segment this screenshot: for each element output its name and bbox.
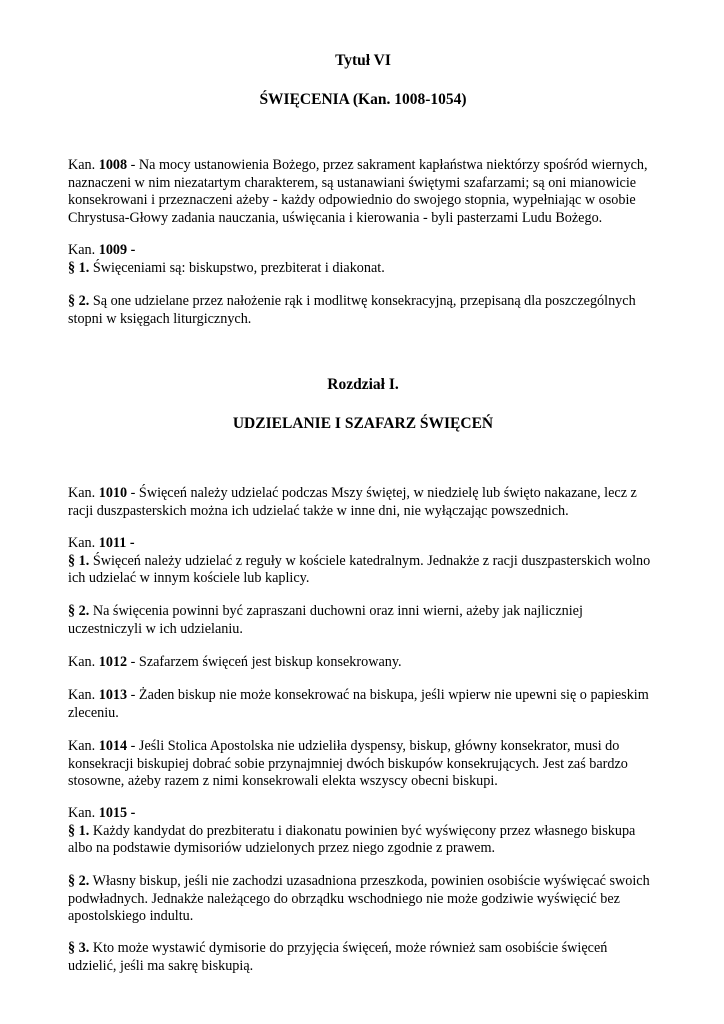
title-subheading: ŚWIĘCENIA (Kan. 1008-1054) xyxy=(259,91,467,108)
paragraph-mark: § 2. xyxy=(68,293,90,309)
paragraph-text: uczestniczyli w ich udzielaniu. xyxy=(68,620,243,637)
paragraph-text: Własny biskup, jeśli nie zachodzi uzasadniona przeszkoda, powinien osobiście wyświęcać swoich xyxy=(89,873,650,889)
paragraph-mark: § 1. xyxy=(68,552,90,569)
canon-prefix: Kan. xyxy=(68,654,99,670)
canon-1009 xyxy=(68,242,668,277)
canon-number: 1010 xyxy=(98,485,128,501)
paragraph-text: udzielić, jeśli ma sakrę biskupią. xyxy=(68,957,254,974)
canon-1013 xyxy=(68,687,668,722)
canon-text: konsekracji biskupiej dobrać sobie przynajmniej dwóch biskupów konsekrujących. Jest zaś bardzo xyxy=(68,755,628,772)
paragraph-text: Na święcenia powinni być zapraszani duchowni oraz inni wierni, ażeby jak najliczniej xyxy=(89,603,583,619)
canon-text: zleceniu. xyxy=(68,704,119,721)
canon-text: konsekrowani i przeznaczeni ażeby - każdy odpowiednio do swojego stopnia, wypełniając w osobie xyxy=(68,192,636,209)
canon-1015-par-3 xyxy=(68,940,668,975)
canon-number: 1009 - xyxy=(98,242,136,258)
canon-1014 xyxy=(68,738,668,791)
paragraph-text: apostolskiego indultu. xyxy=(68,908,194,925)
canon-prefix: Kan. xyxy=(68,157,99,173)
canon-prefix: Kan. xyxy=(68,687,99,703)
paragraph-mark: § 1. xyxy=(68,822,90,839)
canon-1009-par-2 xyxy=(68,293,668,328)
canon-prefix: Kan. xyxy=(68,485,99,501)
paragraph-text: ich udzielać w innym kościele lub kaplicy. xyxy=(68,570,310,587)
paragraph-text: Święceń należy udzielać z reguły w kościele katedralnym. Jednakże z racji duszpasterskich wolno xyxy=(89,552,651,569)
canon-1011 xyxy=(68,535,668,588)
paragraph-text: Każdy kandydat do prezbiteratu i diakonatu powinien być wyświęcony przez własnego biskupa xyxy=(89,822,636,839)
canon-number: 1012 xyxy=(98,654,128,670)
canon-1008 xyxy=(68,157,668,227)
canon-1011-par-2 xyxy=(68,603,668,638)
canon-prefix: Kan. xyxy=(68,738,99,754)
paragraph-mark: § 1. xyxy=(68,259,90,276)
title-heading: Tytuł VI xyxy=(335,52,391,69)
canon-text: stosowne, ażeby razem z nimi konsekrowali elekta wszyscy obecni biskupi. xyxy=(68,773,498,790)
canon-number: 1011 - xyxy=(98,535,135,551)
canon-text: - Święceń należy udzielać podczas Mszy świętej, w niedzielę lub święto nakazane, lecz z xyxy=(127,485,637,501)
chapter-heading: Rozdział I. xyxy=(327,376,399,393)
canon-number: 1008 xyxy=(98,157,128,173)
canon-prefix: Kan. xyxy=(68,535,99,551)
canon-text: naznaczeni w nim niezatartym charakterem, są ustanawiani świętymi szafarzami; są oni mianowicie xyxy=(68,174,637,191)
canon-text: - Żaden biskup nie może konsekrować na biskupa, jeśli wpierw nie upewni się o papieskim xyxy=(127,687,649,703)
paragraph-mark: § 3. xyxy=(68,940,90,956)
paragraph-text: stopni w księgach liturgicznych. xyxy=(68,310,252,327)
canon-text: - Jeśli Stolica Apostolska nie udzieliła dyspensy, biskup, główny konsekrator, musi do xyxy=(127,738,620,754)
canon-text: - Na mocy ustanowienia Bożego, przez sakrament kapłaństwa niektórzy spośród wiernych, xyxy=(127,157,648,173)
chapter-subheading: UDZIELANIE I SZAFARZ ŚWIĘCEŃ xyxy=(232,415,494,432)
canon-1015-par-2 xyxy=(68,873,668,926)
canon-1015 xyxy=(68,805,668,858)
canon-1012 xyxy=(68,654,668,672)
canon-number: 1014 xyxy=(98,738,128,754)
paragraph-text: podwładnych. Jednakże należącego do obrządku wschodniego nie może godziwie wyświęcić bez xyxy=(68,890,620,907)
canon-text: Chrystusa-Głowy zadania nauczania, uświęcania i kierowania - byli pasterzami Ludu Bożego. xyxy=(68,209,603,226)
canon-1010 xyxy=(68,485,668,520)
paragraph-text: Kto może wystawić dymisorie do przyjęcia święceń, może również sam osobiście święceń xyxy=(89,940,608,956)
paragraph-text: albo na podstawie dymisoriów udzielonych przez niego zgodnie z prawem. xyxy=(68,840,496,857)
paragraph-mark: § 2. xyxy=(68,873,90,889)
canon-number: 1015 - xyxy=(98,805,136,821)
canon-number: 1013 xyxy=(98,687,128,703)
canon-text: racji duszpasterskich można ich udzielać także w inne dni, nie wyłączając powszednich. xyxy=(68,502,569,519)
canon-prefix: Kan. xyxy=(68,242,99,258)
canon-text: - Szafarzem święceń jest biskup konsekrowany. xyxy=(127,654,402,670)
paragraph-text: Są one udzielane przez nałożenie rąk i modlitwę konsekracyjną, przepisaną dla poszczególnych xyxy=(89,293,636,309)
paragraph-text: Święceniami są: biskupstwo, prezbiterat i diakonat. xyxy=(89,259,385,276)
paragraph-mark: § 2. xyxy=(68,603,90,619)
canon-prefix: Kan. xyxy=(68,805,99,821)
